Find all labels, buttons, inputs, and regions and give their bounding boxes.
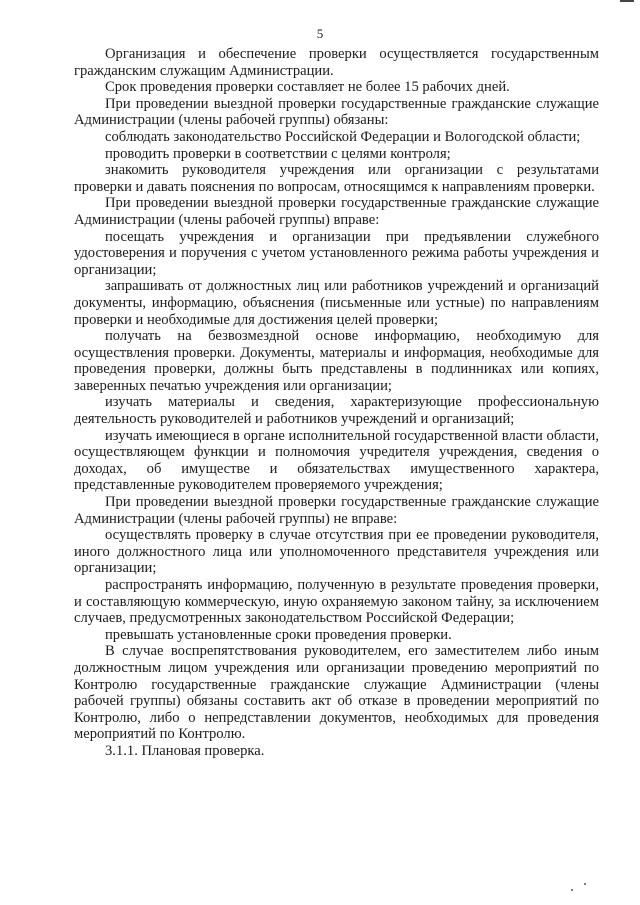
scan-corner-mark	[620, 0, 634, 2]
scan-dot	[571, 889, 573, 891]
paragraph: При проведении выездной проверки государственные гражданские служащие Администрации (члены рабочей группы) обязаны:	[74, 95, 599, 129]
paragraph: Срок проведения проверки составляет не более 15 рабочих дней.	[105, 79, 510, 96]
section-heading: 3.1.1. Плановая проверка.	[105, 742, 265, 759]
paragraph: изучать материалы и сведения, характеризующие профессиональную деятельность руководителей и работников учреждений и организаций;	[74, 394, 599, 428]
paragraph: осуществлять проверку в случае отсутствия при ее проведении руководителя, иного должностного лица или уполномоченного представителя учреждения или организации;	[74, 527, 599, 577]
paragraph: распространять информацию, полученную в результате проведения проверки, и составляющую коммерческую, иную охраняемую законом тайну, за исключением случаев, предусмотренных законодательством Российской Федерации;	[74, 577, 599, 627]
paragraph: знакомить руководителя учреждения или организации с результатами проверки и давать пояснения по вопросам, относящимся к направлениям проверки.	[74, 162, 599, 195]
paragraph: При проведении выездной проверки государственные гражданские служащие Администрации (члены рабочей группы) не вправе:	[74, 494, 599, 527]
scan-dot	[584, 883, 586, 885]
paragraph: посещать учреждения и организации при предъявлении служебного удостоверения и поручения с учетом установленного режима работы учреждения и организации;	[74, 228, 599, 278]
paragraph: превышать установленные сроки проведения проверки.	[105, 626, 452, 643]
paragraph: изучать имеющиеся в органе исполнительной государственной власти области, осуществляющем функции и полномочия учредителя учреждения, сведения о доходах, об имуществе и обязательствах имущественного характера, представленные руководителем проверяемого учреждения;	[74, 427, 599, 494]
page-number: 5	[316, 26, 324, 41]
document-body	[74, 46, 599, 760]
paragraph: получать на безвозмездной основе информацию, необходимую для осуществления проверки. Документы, материалы и информация, необходимые для проведения проверки, должны быть представлены в подлинниках или копиях, заверенных печатью учреждения или организации;	[74, 328, 599, 394]
paragraph: проводить проверки в соответствии с целями контроля;	[105, 145, 451, 162]
paragraph: При проведении выездной проверки государственные гражданские служащие Администрации (члены рабочей группы) вправе:	[74, 195, 599, 228]
paragraph: В случае воспрепятствования руководителем, его заместителем либо иным должностным лицом учреждения или организации проведению мероприятий по Контролю государственные гражданские служащие Администрации (члены рабочей группы) обязаны составить акт об отказе в проведении мероприятий по Контролю, либо о непредставлении документов, необходимых для проведения мероприятий по Контролю.	[74, 643, 599, 743]
paragraph: Организация и обеспечение проверки осуществляется государственным гражданским служащим Администрации.	[74, 46, 599, 79]
paragraph: соблюдать законодательство Российской Федерации и Вологодской области;	[105, 128, 581, 145]
paragraph: запрашивать от должностных лиц или работников учреждений и организаций документы, информацию, объяснения (письменные или устные) по направлениям проверки и необходимые для достижения целей проверки;	[74, 278, 599, 328]
